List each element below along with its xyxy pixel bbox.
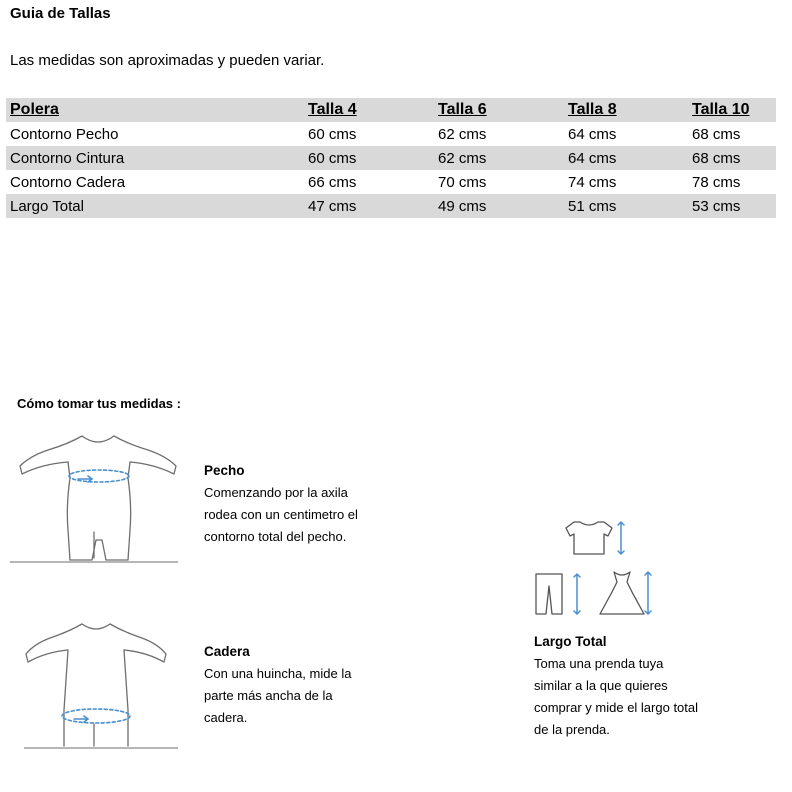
table-cell: 68 cms — [692, 149, 741, 167]
table-cell: 49 cms — [438, 197, 487, 215]
table-cell: 70 cms — [438, 173, 487, 191]
table-row — [6, 146, 776, 170]
header-garment: Polera — [10, 101, 59, 118]
dress-icon — [600, 572, 644, 614]
cadera-description — [204, 641, 351, 729]
largo-line: similar a la que quieres — [534, 678, 668, 693]
page-subtitle: Las medidas son aproximadas y pueden variar. — [10, 52, 325, 69]
cadera-line: parte más ancha de la — [204, 688, 333, 703]
chest-measure-figure-icon — [8, 428, 192, 568]
table-row — [6, 194, 776, 218]
largo-line: Toma una prenda tuya — [534, 656, 664, 671]
table-cell: 78 cms — [692, 173, 741, 191]
cadera-line: Con una huincha, mide la — [204, 666, 352, 681]
largo-line: de la prenda. — [534, 722, 610, 737]
pecho-heading: Pecho — [204, 463, 245, 478]
row-label: Largo Total — [10, 197, 84, 215]
table-cell: 66 cms — [308, 173, 357, 191]
header-talla-6: Talla 6 — [438, 101, 487, 118]
pecho-line: contorno total del pecho. — [204, 529, 347, 544]
table-row — [6, 170, 776, 194]
hip-measure-figure-icon — [20, 618, 184, 754]
table-row — [6, 122, 776, 146]
table-cell: 62 cms — [438, 149, 487, 167]
how-to-measure-title: Cómo tomar tus medidas : — [17, 396, 181, 411]
table-cell: 51 cms — [568, 197, 617, 215]
header-talla-10: Talla 10 — [692, 101, 750, 118]
table-cell: 74 cms — [568, 173, 617, 191]
pecho-line: Comenzando por la axila — [204, 485, 348, 500]
table-cell: 64 cms — [568, 149, 617, 167]
table-cell: 60 cms — [308, 125, 357, 143]
garment-length-icons — [528, 514, 668, 618]
pants-icon — [536, 574, 562, 614]
tshirt-icon — [566, 522, 612, 554]
table-cell: 60 cms — [308, 149, 357, 167]
pecho-description — [204, 460, 358, 548]
table-header-row — [6, 98, 776, 122]
cadera-heading: Cadera — [204, 644, 250, 659]
row-label: Contorno Pecho — [10, 125, 119, 143]
size-table — [6, 98, 776, 218]
row-label: Contorno Cadera — [10, 173, 126, 191]
header-talla-4: Talla 4 — [308, 101, 357, 118]
largo-description — [534, 631, 698, 741]
table-cell: 64 cms — [568, 125, 617, 143]
row-label: Contorno Cintura — [10, 149, 125, 167]
table-cell: 47 cms — [308, 197, 357, 215]
table-cell: 62 cms — [438, 125, 487, 143]
largo-line: comprar y mide el largo total — [534, 700, 699, 715]
table-cell: 68 cms — [692, 125, 741, 143]
table-cell: 53 cms — [692, 197, 741, 215]
header-talla-8: Talla 8 — [568, 101, 617, 118]
pecho-line: rodea con un centimetro el — [204, 507, 358, 522]
largo-heading: Largo Total — [534, 634, 607, 649]
cadera-line: cadera. — [204, 710, 248, 725]
page-title: Guia de Tallas — [10, 5, 111, 22]
